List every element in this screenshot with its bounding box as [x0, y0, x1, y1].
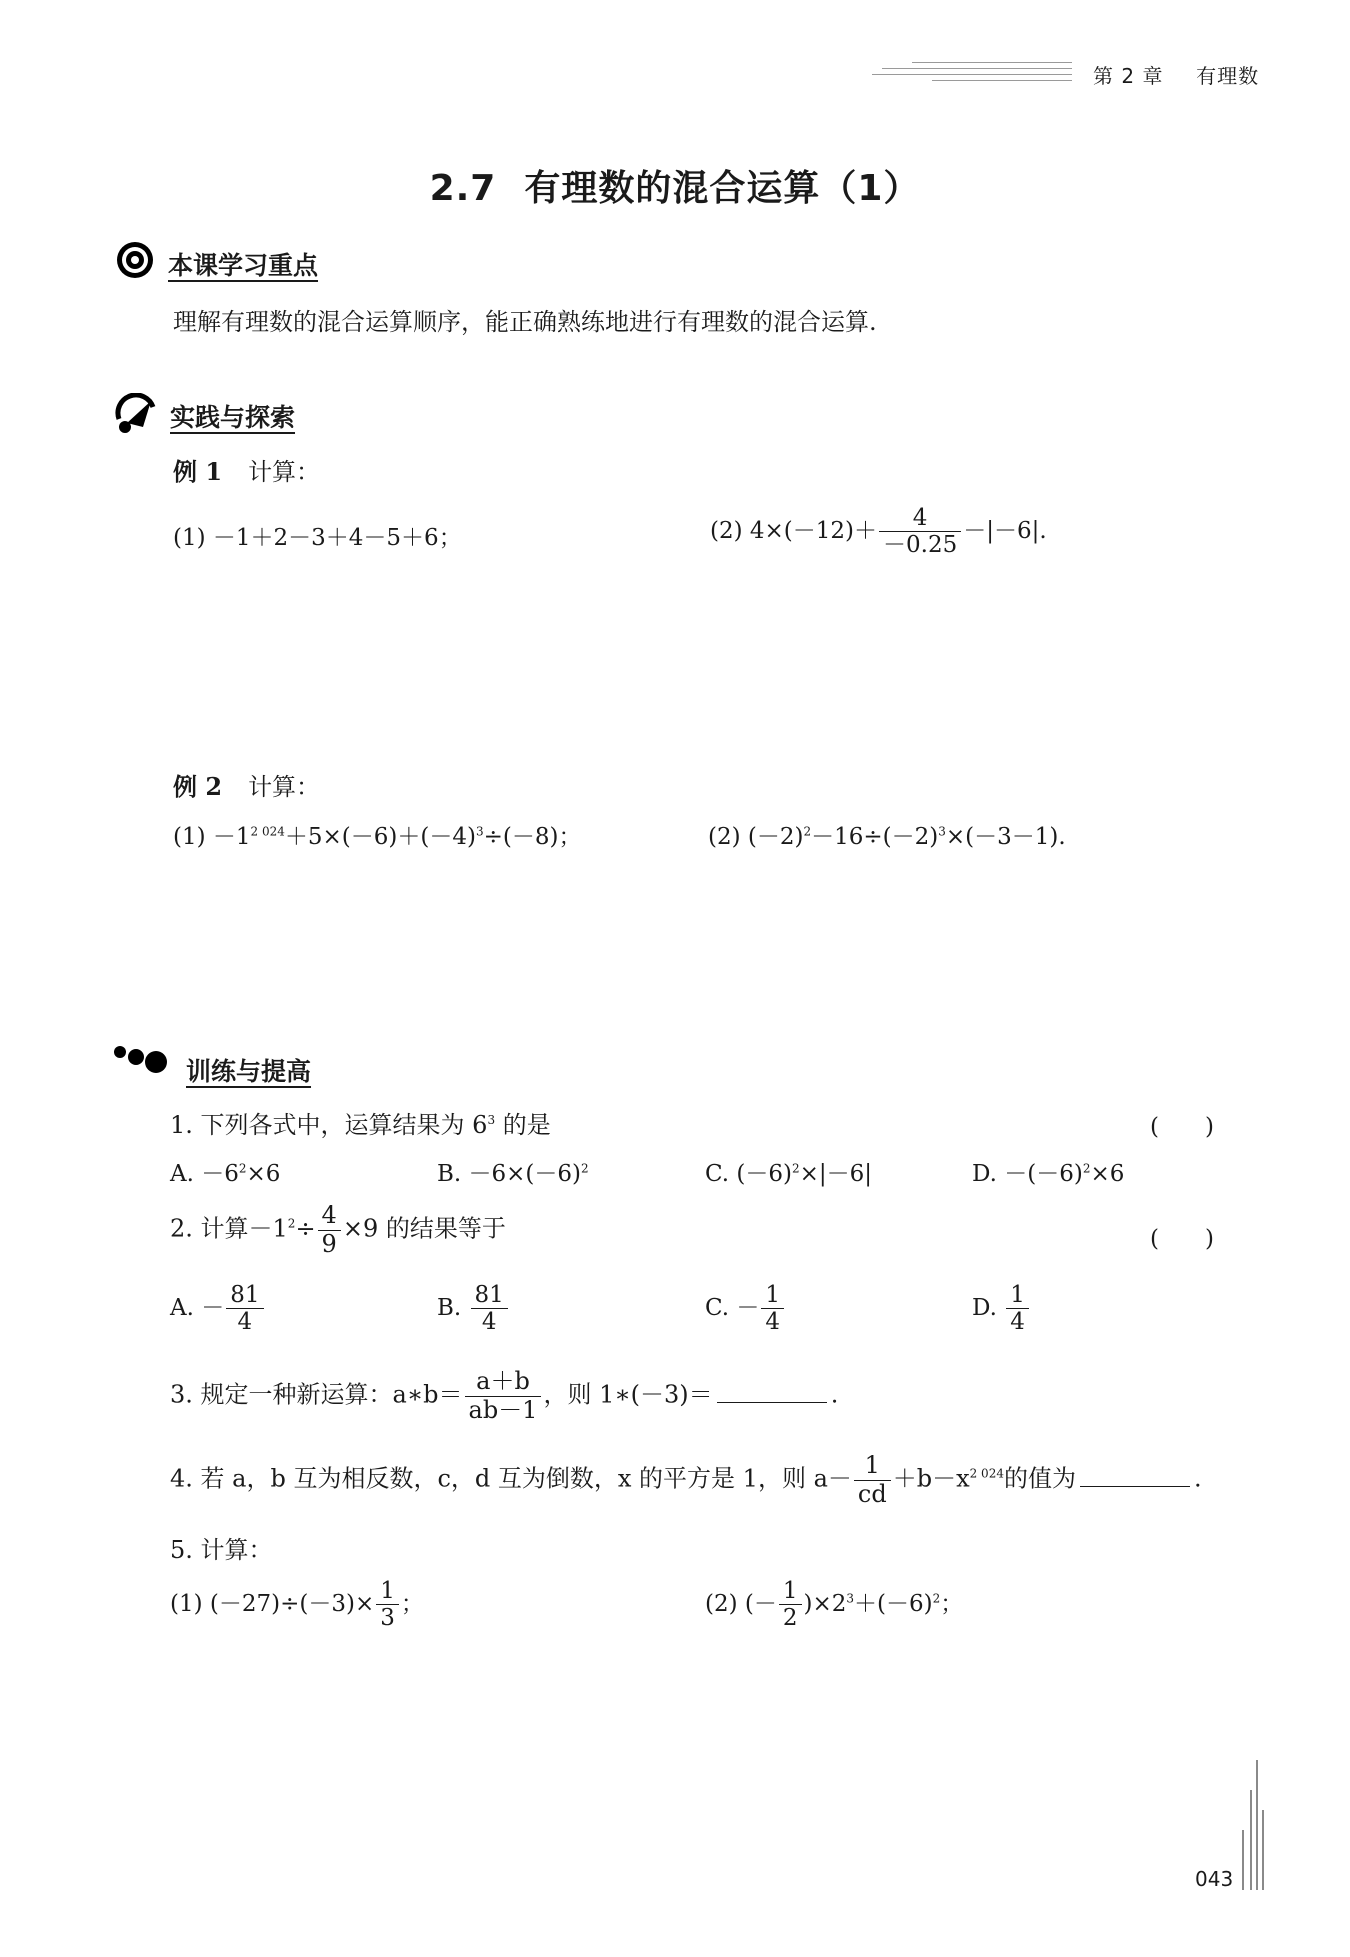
fraction — [779, 1578, 802, 1632]
choice-a — [170, 1282, 266, 1336]
exponent: 3 — [938, 824, 946, 839]
denominator: ab－1 — [468, 1395, 538, 1424]
answer-blank[interactable] — [717, 1402, 827, 1403]
numerator: 4 — [879, 505, 961, 532]
exponent: 2 024 — [969, 1466, 1004, 1481]
section-number: 2.7 — [429, 168, 497, 209]
denominator: 4 — [481, 1309, 497, 1336]
denominator: 9 — [321, 1229, 337, 1258]
expr-text: ＋(－6) — [854, 1590, 933, 1617]
expr-text: ÷(－8)； — [483, 824, 582, 850]
question-1-stem — [170, 1105, 551, 1140]
numerator: 1 — [779, 1578, 802, 1605]
expr-text: B. －6×(－6) — [437, 1161, 582, 1187]
numerator: 1 — [1006, 1282, 1029, 1309]
example-2-label — [173, 767, 320, 802]
expr-text: 的是 — [495, 1111, 551, 1139]
expr-text: ÷ — [295, 1214, 316, 1243]
training-heading: 训练与提高 — [186, 1057, 312, 1086]
question-3 — [170, 1368, 838, 1424]
expr-text: ＋5×(－6)＋(－4) — [284, 824, 476, 850]
expr-text: A. －6 — [170, 1161, 239, 1187]
expr-text: . — [830, 1380, 839, 1409]
denominator: 2 — [782, 1605, 798, 1632]
fraction — [471, 1282, 508, 1336]
example-2-part-2 — [708, 818, 1066, 851]
expr-text: ＋b－x — [892, 1464, 970, 1493]
choice-c — [705, 1155, 872, 1188]
denominator: －0.25 — [883, 532, 958, 559]
choice-c — [705, 1282, 786, 1336]
running-header — [1093, 60, 1259, 89]
expr-text: (2) (－2) — [708, 824, 804, 850]
focus-heading: 本课学习重点 — [168, 251, 319, 280]
fraction — [879, 505, 961, 559]
choice-b — [437, 1282, 510, 1336]
exponent: 2 — [932, 1591, 941, 1606]
exponent: 2 024 — [250, 824, 285, 839]
example-1-number: 例 1 — [173, 457, 223, 486]
practice-heading: 实践与探索 — [170, 403, 296, 432]
denominator: 4 — [237, 1309, 253, 1336]
expr-text: (2) (－ — [705, 1590, 777, 1617]
exponent: 2 — [581, 1161, 589, 1176]
target-icon — [115, 240, 155, 284]
question-2-stem — [170, 1202, 506, 1258]
chapter-number: 第 2 章 — [1093, 64, 1164, 88]
page-number: 043 — [1195, 1867, 1234, 1891]
expr-text: ×6 — [246, 1161, 281, 1187]
expr-text: B. — [437, 1294, 469, 1321]
exponent: 2 — [287, 1216, 296, 1231]
exponent: 2 — [791, 1161, 800, 1176]
numerator: 81 — [471, 1282, 508, 1309]
numerator: a＋b — [465, 1368, 542, 1397]
numerator: 81 — [226, 1282, 263, 1309]
example-2-number: 例 2 — [173, 772, 223, 801]
denominator: 4 — [1010, 1309, 1025, 1336]
fraction — [376, 1578, 399, 1632]
choice-d — [972, 1282, 1031, 1336]
dots-icon — [112, 1040, 182, 1080]
expr-text: 的值为 — [1003, 1464, 1076, 1493]
expr-text: ； — [940, 1590, 964, 1617]
expr-text: 1. 下列各式中，运算结果为 6 — [170, 1111, 488, 1139]
expr-text: )×2 — [803, 1590, 847, 1617]
answer-paren: ( ) — [1150, 1226, 1214, 1252]
expr-text: D. －(－6) — [972, 1161, 1083, 1187]
exponent: 3 — [475, 824, 484, 839]
expr-text: ×(－3－1). — [945, 824, 1066, 850]
numerator: 1 — [376, 1578, 399, 1605]
fraction — [854, 1452, 891, 1508]
answer-blank[interactable] — [1080, 1486, 1190, 1487]
page-title — [0, 160, 1350, 211]
expr-text: 2. 计算－1 — [170, 1214, 288, 1243]
denominator: cd — [857, 1479, 887, 1508]
expr-text: －16÷(－2) — [811, 824, 939, 850]
expr-text: 4. 若 a，b 互为相反数，c，d 互为倒数，x 的平方是 1，则 a－ — [170, 1464, 852, 1493]
choice-d — [972, 1155, 1124, 1188]
chapter-title: 有理数 — [1196, 64, 1260, 88]
example-1-part-2 — [710, 505, 1047, 559]
fraction — [1006, 1282, 1029, 1336]
question-5-part-1 — [170, 1578, 424, 1632]
exponent: 3 — [846, 1591, 855, 1606]
expr-text: 3. 规定一种新运算：a∗b＝ — [170, 1380, 463, 1409]
fraction — [761, 1282, 784, 1336]
answer-paren: ( ) — [1150, 1114, 1214, 1140]
example-2-part-1 — [173, 818, 581, 851]
expr-text: (1) (－27)÷(－3)× — [170, 1590, 375, 1617]
exponent: 2 — [803, 824, 812, 839]
footer-decoration — [1240, 1760, 1270, 1890]
expr-text: ； — [400, 1590, 424, 1617]
expr-text: ×6 — [1090, 1161, 1125, 1187]
numerator: 1 — [761, 1282, 784, 1309]
expr-text: D. — [972, 1294, 1005, 1321]
exponent: 2 — [238, 1161, 247, 1176]
question-5-stem: 5. 计算： — [170, 1536, 273, 1564]
exponent: 2 — [1082, 1161, 1091, 1176]
expr-text: ×9 的结果等于 — [342, 1214, 506, 1243]
expr-text: C. － — [705, 1294, 760, 1321]
example-1-label — [173, 452, 320, 487]
example-2-prompt: 计算： — [248, 773, 321, 801]
question-5-part-2 — [705, 1578, 963, 1632]
choice-a — [170, 1155, 280, 1188]
section-title: 有理数的混合运算（1） — [524, 168, 921, 209]
compass-icon — [113, 393, 161, 441]
example-1-prompt: 计算： — [248, 458, 321, 486]
focus-text: 理解有理数的混合运算顺序，能正确熟练地进行有理数的混合运算. — [173, 308, 877, 336]
expr-text: A. － — [170, 1294, 225, 1321]
question-4 — [170, 1452, 1202, 1508]
fraction — [318, 1202, 341, 1258]
expr-text: (2) 4×(－12)＋ — [710, 517, 878, 544]
numerator: 4 — [318, 1202, 341, 1231]
fraction — [226, 1282, 263, 1336]
exponent: 3 — [487, 1113, 496, 1127]
denominator: 3 — [380, 1605, 395, 1632]
example-1-part-1: (1) －1＋2－3＋4－5＋6； — [173, 525, 462, 551]
expr-text: ×|－6| — [799, 1161, 873, 1187]
numerator: 1 — [854, 1452, 891, 1481]
expr-text: －|－6|. — [963, 517, 1047, 544]
expr-text: (1) －1 — [173, 824, 251, 850]
expr-text: ，则 1∗(－3)＝ — [543, 1380, 713, 1409]
fraction — [465, 1368, 542, 1424]
choice-b — [437, 1155, 589, 1188]
expr-text: . — [1193, 1464, 1202, 1493]
denominator: 4 — [765, 1309, 781, 1336]
header-decoration — [872, 58, 1072, 88]
expr-text: C. (－6) — [705, 1161, 792, 1187]
